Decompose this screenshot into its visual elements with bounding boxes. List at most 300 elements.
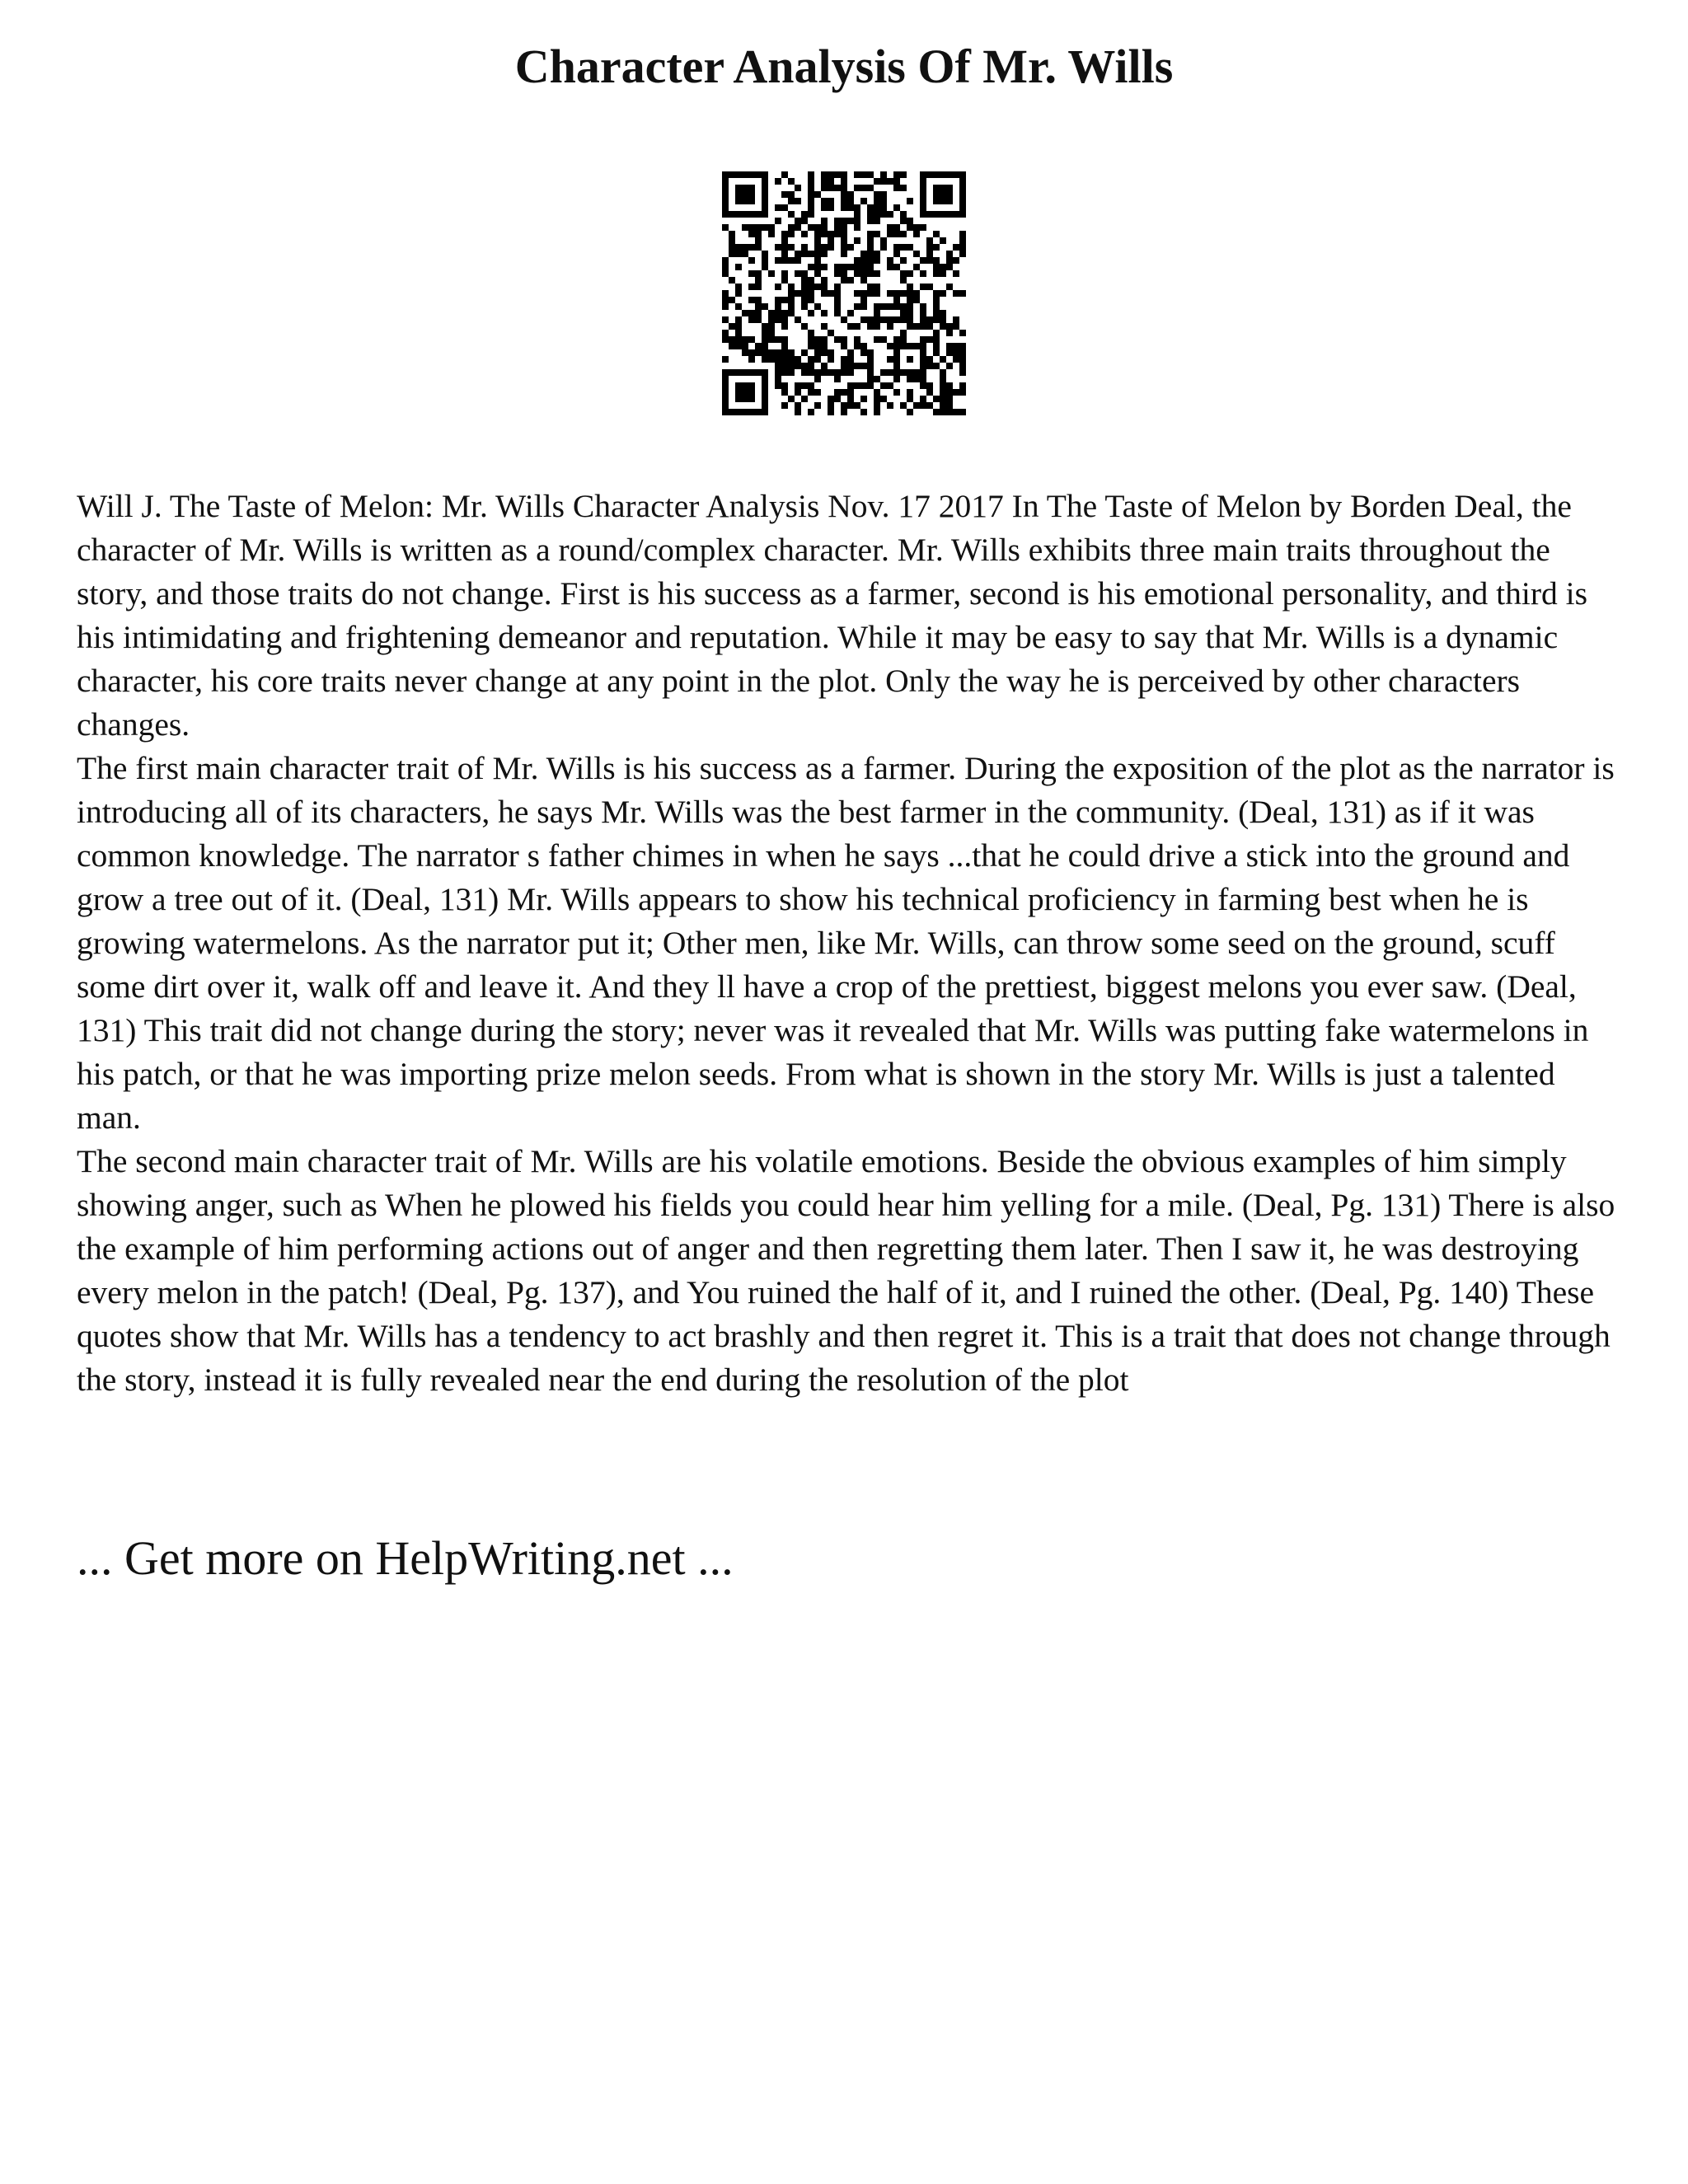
qr-module — [748, 369, 755, 376]
qr-module — [788, 290, 795, 297]
qr-module — [742, 198, 748, 204]
qr-module — [834, 376, 841, 382]
qr-module — [735, 330, 742, 336]
qr-module — [926, 257, 933, 264]
qr-module — [821, 290, 828, 297]
qr-module — [854, 270, 860, 277]
qr-module — [748, 409, 755, 415]
qr-module — [814, 402, 821, 409]
qr-module — [735, 171, 742, 178]
qr-module — [775, 336, 781, 343]
qr-module — [755, 343, 762, 349]
qr-module — [808, 356, 814, 363]
qr-module — [735, 316, 742, 323]
qr-module — [933, 297, 940, 303]
qr-module — [808, 336, 814, 343]
qr-module — [821, 224, 828, 231]
qr-module — [729, 343, 735, 349]
qr-module — [762, 396, 768, 402]
qr-module — [900, 336, 907, 343]
qr-module — [900, 316, 907, 323]
qr-module — [874, 402, 880, 409]
qr-module — [920, 303, 926, 310]
qr-module — [874, 409, 880, 415]
qr-module — [893, 204, 900, 211]
qr-module — [867, 231, 874, 237]
qr-module — [788, 211, 795, 218]
qr-module — [801, 218, 808, 224]
qr-module — [722, 409, 729, 415]
qr-module — [946, 198, 953, 204]
qr-module — [907, 389, 913, 396]
qr-module — [874, 191, 880, 198]
qr-module — [722, 396, 729, 402]
qr-module — [959, 363, 966, 369]
qr-module — [821, 178, 828, 185]
get-more-link[interactable]: ... Get more on HelpWriting.net ... — [77, 1531, 734, 1585]
qr-module — [946, 323, 953, 330]
qr-module — [814, 376, 821, 382]
qr-module — [933, 244, 940, 251]
qr-module — [920, 224, 926, 231]
article-body — [77, 485, 1620, 1402]
qr-module — [834, 303, 841, 310]
qr-module — [913, 231, 920, 237]
qr-module — [933, 270, 940, 277]
qr-module — [907, 310, 913, 316]
qr-module — [854, 402, 860, 409]
qr-module — [788, 356, 795, 363]
qr-module — [860, 270, 867, 277]
qr-module — [893, 171, 900, 178]
qr-module — [795, 290, 801, 297]
qr-module — [775, 363, 781, 369]
qr-module — [900, 343, 907, 349]
qr-module — [953, 270, 959, 277]
qr-module — [821, 277, 828, 284]
qr-module — [893, 343, 900, 349]
qr-module — [748, 382, 755, 389]
qr-module — [907, 297, 913, 303]
qr-module — [781, 369, 788, 376]
qr-module — [874, 270, 880, 277]
qr-module — [735, 264, 742, 270]
qr-module — [755, 303, 762, 310]
qr-module — [887, 231, 893, 237]
qr-module — [729, 251, 735, 257]
qr-module — [867, 316, 874, 323]
qr-module — [867, 349, 874, 356]
qr-module — [755, 231, 762, 237]
qr-module — [722, 389, 729, 396]
qr-module — [907, 316, 913, 323]
qr-module — [907, 376, 913, 382]
qr-module — [821, 198, 828, 204]
qr-module — [755, 171, 762, 178]
qr-module — [735, 244, 742, 251]
qr-module — [907, 409, 913, 415]
qr-module — [847, 402, 854, 409]
qr-module — [847, 389, 854, 396]
qr-module — [755, 316, 762, 323]
qr-module — [735, 323, 742, 330]
qr-module — [834, 396, 841, 402]
qr-module — [920, 191, 926, 198]
qr-module — [913, 376, 920, 382]
qr-module — [795, 382, 801, 389]
qr-module — [933, 343, 940, 349]
qr-module — [893, 369, 900, 376]
qr-module — [762, 402, 768, 409]
qr-module — [841, 204, 847, 211]
qr-module — [893, 178, 900, 185]
qr-module — [722, 356, 729, 363]
qr-module — [940, 211, 946, 218]
qr-module — [808, 369, 814, 376]
qr-module — [959, 244, 966, 251]
qr-module — [762, 178, 768, 185]
qr-module — [867, 270, 874, 277]
qr-module — [940, 316, 946, 323]
qr-module — [781, 402, 788, 409]
qr-module — [874, 336, 880, 343]
qr-module — [748, 396, 755, 402]
qr-module — [940, 171, 946, 178]
qr-module — [828, 356, 834, 363]
qr-module — [808, 297, 814, 303]
qr-module — [775, 178, 781, 185]
qr-module — [907, 303, 913, 310]
qr-module — [913, 264, 920, 270]
qr-module — [841, 343, 847, 349]
qr-module — [795, 270, 801, 277]
qr-module — [920, 336, 926, 343]
qr-module — [729, 237, 735, 244]
qr-module — [788, 396, 795, 402]
qr-module — [768, 224, 775, 231]
qr-module — [828, 290, 834, 297]
qr-module — [808, 382, 814, 389]
qr-module — [814, 244, 821, 251]
qr-module — [788, 191, 795, 198]
qr-module — [795, 185, 801, 191]
qr-module — [808, 290, 814, 297]
qr-module — [722, 316, 729, 323]
qr-module — [808, 330, 814, 336]
qr-module — [900, 257, 907, 264]
qr-module — [887, 402, 893, 409]
qr-module — [946, 264, 953, 270]
qr-module — [821, 310, 828, 316]
qr-module — [762, 356, 768, 363]
qr-module — [893, 316, 900, 323]
qr-module — [801, 231, 808, 237]
qr-module — [847, 244, 854, 251]
qr-module — [762, 330, 768, 336]
qr-module — [808, 185, 814, 191]
qr-module — [913, 402, 920, 409]
qr-module — [841, 198, 847, 204]
qr-module — [893, 389, 900, 396]
qr-module — [742, 369, 748, 376]
qr-module — [940, 396, 946, 402]
qr-module — [847, 218, 854, 224]
qr-module — [795, 251, 801, 257]
qr-module — [926, 389, 933, 396]
qr-module — [920, 198, 926, 204]
qr-module — [940, 376, 946, 382]
qr-module — [959, 343, 966, 349]
qr-module — [821, 363, 828, 369]
qr-module — [841, 369, 847, 376]
qr-module — [748, 198, 755, 204]
qr-module — [834, 336, 841, 343]
qr-module — [933, 303, 940, 310]
qr-module — [762, 198, 768, 204]
qr-module — [907, 284, 913, 290]
qr-module — [847, 191, 854, 198]
qr-module — [828, 198, 834, 204]
qr-module — [755, 349, 762, 356]
qr-module — [867, 171, 874, 178]
qr-module — [748, 356, 755, 363]
qr-module — [808, 178, 814, 185]
qr-module — [762, 376, 768, 382]
qr-module — [781, 244, 788, 251]
qr-module — [762, 264, 768, 270]
qr-module — [887, 264, 893, 270]
qr-module — [907, 343, 913, 349]
qr-module — [821, 244, 828, 251]
qr-module — [821, 218, 828, 224]
qr-module — [834, 171, 841, 178]
qr-module — [926, 316, 933, 323]
qr-module — [808, 363, 814, 369]
qr-module — [762, 343, 768, 349]
qr-module — [814, 284, 821, 290]
qr-module — [847, 204, 854, 211]
qr-module — [959, 171, 966, 178]
paragraph-emotion-trait: The second main character trait of Mr. Wills are his volatile emotions. Beside the obvious examples of him simply showing anger, such as When he plowed his fields you could hear him yelling for a mile. (Deal, Pg. 131) There is also the example of him performing actions out of anger and then regretting them later. Then I saw it, he was destroying every melon in the patch! (Deal, Pg. 137), and You ruined the half of it, and I ruined the other. (Deal, Pg. 140) These quotes show that Mr. Wills has a tendency to act brashly and then regret it. This is a trait that does not change through the story, instead it is fully revealed near the end during the resolution of the plot — [77, 1143, 1615, 1398]
qr-module — [821, 284, 828, 290]
qr-module — [847, 369, 854, 376]
qr-module — [722, 270, 729, 277]
qr-module — [742, 409, 748, 415]
qr-module — [828, 237, 834, 244]
qr-module — [742, 171, 748, 178]
qr-module — [874, 310, 880, 316]
qr-module — [854, 171, 860, 178]
qr-module — [762, 257, 768, 264]
qr-module — [933, 231, 940, 237]
qr-module — [828, 369, 834, 376]
qr-module — [722, 178, 729, 185]
qr-module — [920, 185, 926, 191]
qr-module — [762, 382, 768, 389]
qr-module — [920, 382, 926, 389]
qr-module — [841, 251, 847, 257]
qr-module — [926, 382, 933, 389]
qr-module — [874, 284, 880, 290]
qr-module — [860, 264, 867, 270]
qr-module — [722, 204, 729, 211]
qr-module — [900, 369, 907, 376]
qr-module — [814, 257, 821, 264]
qr-module — [940, 382, 946, 389]
qr-module — [907, 218, 913, 224]
qr-module — [953, 409, 959, 415]
qr-module — [788, 310, 795, 316]
qr-module — [762, 369, 768, 376]
qr-module — [867, 264, 874, 270]
qr-module — [874, 396, 880, 402]
qr-module — [801, 396, 808, 402]
qr-module — [854, 224, 860, 231]
qr-module — [926, 237, 933, 244]
qr-module — [722, 369, 729, 376]
qr-module — [795, 316, 801, 323]
qr-module — [926, 251, 933, 257]
qr-module — [920, 349, 926, 356]
qr-module — [808, 310, 814, 316]
qr-module — [834, 297, 841, 303]
qr-module — [867, 211, 874, 218]
qr-module — [729, 369, 735, 376]
qr-module — [946, 185, 953, 191]
qr-module — [742, 211, 748, 218]
qr-module — [860, 303, 867, 310]
qr-module — [874, 376, 880, 382]
qr-module — [768, 336, 775, 343]
qr-module — [742, 336, 748, 343]
qr-module — [854, 336, 860, 343]
qr-module — [801, 323, 808, 330]
qr-module — [933, 363, 940, 369]
qr-module — [755, 369, 762, 376]
qr-module — [762, 409, 768, 415]
qr-module — [920, 369, 926, 376]
qr-module — [768, 270, 775, 277]
qr-module — [834, 264, 841, 270]
qr-module — [742, 244, 748, 251]
qr-module — [847, 310, 854, 316]
qr-module — [940, 270, 946, 277]
qr-module — [748, 257, 755, 264]
qr-module — [755, 284, 762, 290]
qr-module — [748, 297, 755, 303]
qr-module — [762, 349, 768, 356]
qr-module — [887, 178, 893, 185]
qr-module — [959, 409, 966, 415]
qr-module — [841, 356, 847, 363]
qr-module — [940, 237, 946, 244]
qr-module — [907, 224, 913, 231]
qr-module — [808, 211, 814, 218]
qr-module — [768, 310, 775, 316]
qr-module — [880, 369, 887, 376]
qr-module — [834, 389, 841, 396]
qr-module — [847, 277, 854, 284]
qr-module — [841, 264, 847, 270]
qr-module — [814, 303, 821, 310]
qr-module — [742, 343, 748, 349]
qr-module — [821, 343, 828, 349]
qr-module — [920, 363, 926, 369]
qr-module — [748, 336, 755, 343]
qr-module — [821, 251, 828, 257]
qr-module — [828, 178, 834, 185]
qr-module — [742, 251, 748, 257]
qr-module — [907, 198, 913, 204]
qr-module — [729, 323, 735, 330]
qr-module — [880, 191, 887, 198]
qr-module — [841, 316, 847, 323]
qr-module — [834, 231, 841, 237]
qr-module — [953, 389, 959, 396]
qr-module — [801, 363, 808, 369]
qr-module — [808, 277, 814, 284]
qr-module — [900, 185, 907, 191]
qr-module — [762, 336, 768, 343]
paragraph-farmer-trait: The first main character trait of Mr. Wills is his success as a farmer. During the exposition of the plot as the narrator is introducing all of its characters, he says Mr. Wills was the best farmer in the community. (Deal, 131) as if it was common knowledge. The narrator s father chimes in when he says ...that he could drive a stick into the ground and grow a tree out of it. (Deal, 131) Mr. Wills appears to show his technical proficiency in farming best when he is growing watermelons. As the narrator put it; Other men, like Mr. Wills, can throw some seed on the ground, scuff some dirt over it, walk off and leave it. And they ll have a crop of the prettiest, biggest melons you ever saw. (Deal, 131) This trait did not change during the story; never was it revealed that Mr. Wills was putting fake watermelons in his patch, or that he was importing prize melon seeds. From what is shown in the story Mr. Wills is just a talented man. — [77, 750, 1615, 1136]
qr-module — [748, 270, 755, 277]
qr-module — [762, 303, 768, 310]
qr-module — [735, 303, 742, 310]
qr-module — [828, 185, 834, 191]
qr-module — [959, 178, 966, 185]
qr-module — [953, 349, 959, 356]
qr-module — [959, 330, 966, 336]
qr-module — [841, 270, 847, 277]
qr-module — [953, 257, 959, 264]
qr-module — [940, 369, 946, 376]
qr-module — [940, 191, 946, 198]
qr-module — [893, 231, 900, 237]
qr-module — [748, 349, 755, 356]
qr-module — [755, 237, 762, 244]
qr-module — [847, 396, 854, 402]
qr-module — [788, 178, 795, 185]
qr-module — [781, 389, 788, 396]
qr-module — [860, 316, 867, 323]
qr-module — [926, 323, 933, 330]
qr-module — [860, 396, 867, 402]
qr-module — [887, 382, 893, 389]
qr-module — [775, 257, 781, 264]
qr-module — [874, 198, 880, 204]
qr-module — [946, 330, 953, 336]
qr-module — [893, 376, 900, 382]
qr-module — [900, 277, 907, 284]
qr-module — [953, 316, 959, 323]
qr-module — [821, 264, 828, 270]
qr-module — [867, 363, 874, 369]
qr-module — [801, 244, 808, 251]
qr-module — [880, 244, 887, 251]
qr-module — [735, 284, 742, 290]
qr-module — [748, 244, 755, 251]
qr-module — [887, 290, 893, 297]
qr-module — [768, 356, 775, 363]
qr-module — [768, 231, 775, 237]
qr-module — [735, 382, 742, 389]
qr-module — [808, 284, 814, 290]
qr-module — [880, 211, 887, 218]
qr-module — [834, 218, 841, 224]
qr-module — [781, 297, 788, 303]
qr-module — [788, 369, 795, 376]
qr-module — [880, 171, 887, 178]
